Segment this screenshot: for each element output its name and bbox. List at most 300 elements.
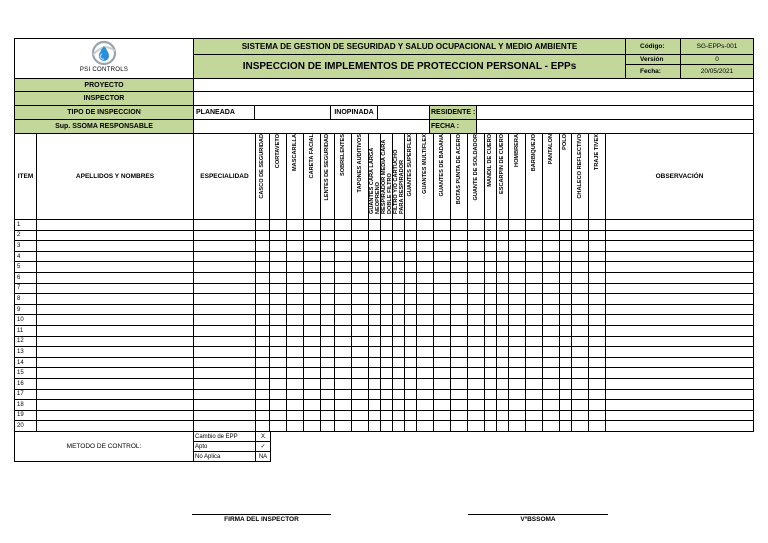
epp-check-cell[interactable] (451, 315, 468, 326)
epp-check-cell[interactable] (497, 378, 509, 389)
epp-check-cell[interactable] (256, 315, 270, 326)
epp-check-cell[interactable] (321, 304, 335, 315)
epp-check-cell[interactable] (335, 421, 352, 432)
epp-check-cell[interactable] (417, 262, 434, 273)
observacion-cell[interactable] (606, 368, 754, 379)
nombre-cell[interactable] (37, 378, 194, 389)
epp-check-cell[interactable] (287, 262, 304, 273)
epp-check-cell[interactable] (335, 357, 352, 368)
epp-check-cell[interactable] (572, 410, 589, 421)
epp-check-cell[interactable] (352, 389, 369, 400)
epp-check-cell[interactable] (589, 336, 606, 347)
epp-check-cell[interactable] (417, 230, 434, 241)
epp-check-cell[interactable] (256, 325, 270, 336)
residente-field[interactable] (477, 106, 754, 120)
epp-check-cell[interactable] (526, 251, 543, 262)
nombre-cell[interactable] (37, 410, 194, 421)
epp-check-cell[interactable] (369, 230, 381, 241)
epp-check-cell[interactable] (434, 410, 451, 421)
especialidad-cell[interactable] (194, 389, 256, 400)
epp-check-cell[interactable] (321, 315, 335, 326)
epp-check-cell[interactable] (335, 378, 352, 389)
epp-check-cell[interactable] (468, 378, 485, 389)
observacion-cell[interactable] (606, 400, 754, 411)
epp-check-cell[interactable] (321, 378, 335, 389)
epp-check-cell[interactable] (369, 325, 381, 336)
epp-check-cell[interactable] (369, 220, 381, 231)
epp-check-cell[interactable] (304, 357, 321, 368)
epp-check-cell[interactable] (497, 315, 509, 326)
epp-check-cell[interactable] (497, 283, 509, 294)
epp-check-cell[interactable] (381, 262, 393, 273)
nombre-cell[interactable] (37, 220, 194, 231)
epp-check-cell[interactable] (321, 389, 335, 400)
epp-check-cell[interactable] (526, 283, 543, 294)
epp-check-cell[interactable] (543, 315, 560, 326)
epp-check-cell[interactable] (256, 400, 270, 411)
epp-check-cell[interactable] (543, 325, 560, 336)
epp-check-cell[interactable] (451, 378, 468, 389)
epp-check-cell[interactable] (335, 347, 352, 358)
epp-check-cell[interactable] (509, 410, 526, 421)
epp-check-cell[interactable] (434, 315, 451, 326)
epp-check-cell[interactable] (497, 410, 509, 421)
epp-check-cell[interactable] (526, 230, 543, 241)
epp-check-cell[interactable] (321, 325, 335, 336)
epp-check-cell[interactable] (405, 294, 417, 305)
epp-check-cell[interactable] (287, 272, 304, 283)
epp-check-cell[interactable] (335, 315, 352, 326)
epp-check-cell[interactable] (405, 378, 417, 389)
epp-check-cell[interactable] (369, 283, 381, 294)
epp-check-cell[interactable] (405, 368, 417, 379)
epp-check-cell[interactable] (256, 378, 270, 389)
epp-check-cell[interactable] (560, 262, 572, 273)
epp-check-cell[interactable] (543, 368, 560, 379)
epp-check-cell[interactable] (393, 283, 405, 294)
epp-check-cell[interactable] (417, 410, 434, 421)
epp-check-cell[interactable] (526, 220, 543, 231)
nombre-cell[interactable] (37, 336, 194, 347)
epp-check-cell[interactable] (497, 389, 509, 400)
epp-check-cell[interactable] (468, 368, 485, 379)
epp-check-cell[interactable] (381, 304, 393, 315)
epp-check-cell[interactable] (270, 294, 287, 305)
especialidad-cell[interactable] (194, 336, 256, 347)
epp-check-cell[interactable] (304, 283, 321, 294)
epp-check-cell[interactable] (451, 283, 468, 294)
epp-check-cell[interactable] (287, 241, 304, 252)
epp-check-cell[interactable] (589, 357, 606, 368)
epp-check-cell[interactable] (434, 283, 451, 294)
epp-check-cell[interactable] (572, 283, 589, 294)
epp-check-cell[interactable] (393, 294, 405, 305)
epp-check-cell[interactable] (321, 241, 335, 252)
epp-check-cell[interactable] (335, 220, 352, 231)
epp-check-cell[interactable] (335, 325, 352, 336)
epp-check-cell[interactable] (393, 389, 405, 400)
epp-check-cell[interactable] (405, 410, 417, 421)
epp-check-cell[interactable] (497, 220, 509, 231)
epp-check-cell[interactable] (468, 262, 485, 273)
epp-check-cell[interactable] (393, 272, 405, 283)
epp-check-cell[interactable] (543, 251, 560, 262)
epp-check-cell[interactable] (321, 230, 335, 241)
nombre-cell[interactable] (37, 294, 194, 305)
observacion-cell[interactable] (606, 336, 754, 347)
epp-check-cell[interactable] (485, 272, 497, 283)
epp-check-cell[interactable] (509, 220, 526, 231)
epp-check-cell[interactable] (369, 410, 381, 421)
epp-check-cell[interactable] (352, 421, 369, 432)
epp-check-cell[interactable] (451, 347, 468, 358)
observacion-cell[interactable] (606, 325, 754, 336)
epp-check-cell[interactable] (417, 347, 434, 358)
epp-check-cell[interactable] (497, 400, 509, 411)
epp-check-cell[interactable] (417, 294, 434, 305)
epp-check-cell[interactable] (417, 315, 434, 326)
epp-check-cell[interactable] (381, 283, 393, 294)
epp-check-cell[interactable] (497, 294, 509, 305)
epp-check-cell[interactable] (451, 368, 468, 379)
ssoma-signature-line[interactable] (468, 514, 608, 515)
epp-check-cell[interactable] (572, 368, 589, 379)
epp-check-cell[interactable] (560, 230, 572, 241)
epp-check-cell[interactable] (589, 378, 606, 389)
epp-check-cell[interactable] (304, 241, 321, 252)
epp-check-cell[interactable] (393, 220, 405, 231)
epp-check-cell[interactable] (369, 272, 381, 283)
epp-check-cell[interactable] (270, 325, 287, 336)
epp-check-cell[interactable] (352, 294, 369, 305)
epp-check-cell[interactable] (270, 378, 287, 389)
epp-check-cell[interactable] (381, 272, 393, 283)
epp-check-cell[interactable] (589, 272, 606, 283)
epp-check-cell[interactable] (485, 304, 497, 315)
epp-check-cell[interactable] (434, 230, 451, 241)
epp-check-cell[interactable] (526, 368, 543, 379)
epp-check-cell[interactable] (526, 347, 543, 358)
epp-check-cell[interactable] (381, 251, 393, 262)
epp-check-cell[interactable] (321, 357, 335, 368)
epp-check-cell[interactable] (451, 357, 468, 368)
epp-check-cell[interactable] (417, 336, 434, 347)
epp-check-cell[interactable] (589, 241, 606, 252)
nombre-cell[interactable] (37, 304, 194, 315)
epp-check-cell[interactable] (381, 368, 393, 379)
epp-check-cell[interactable] (485, 325, 497, 336)
epp-check-cell[interactable] (526, 336, 543, 347)
epp-check-cell[interactable] (485, 241, 497, 252)
epp-check-cell[interactable] (589, 283, 606, 294)
epp-check-cell[interactable] (468, 241, 485, 252)
epp-check-cell[interactable] (287, 347, 304, 358)
epp-check-cell[interactable] (485, 336, 497, 347)
epp-check-cell[interactable] (497, 325, 509, 336)
epp-check-cell[interactable] (451, 421, 468, 432)
epp-check-cell[interactable] (335, 400, 352, 411)
epp-check-cell[interactable] (369, 347, 381, 358)
epp-check-cell[interactable] (304, 262, 321, 273)
epp-check-cell[interactable] (451, 294, 468, 305)
epp-check-cell[interactable] (509, 230, 526, 241)
epp-check-cell[interactable] (393, 378, 405, 389)
epp-check-cell[interactable] (270, 220, 287, 231)
epp-check-cell[interactable] (497, 304, 509, 315)
epp-check-cell[interactable] (509, 294, 526, 305)
epp-check-cell[interactable] (572, 272, 589, 283)
epp-check-cell[interactable] (393, 336, 405, 347)
epp-check-cell[interactable] (287, 283, 304, 294)
epp-check-cell[interactable] (405, 400, 417, 411)
epp-check-cell[interactable] (405, 262, 417, 273)
epp-check-cell[interactable] (509, 262, 526, 273)
epp-check-cell[interactable] (572, 241, 589, 252)
epp-check-cell[interactable] (381, 220, 393, 231)
epp-check-cell[interactable] (589, 368, 606, 379)
epp-check-cell[interactable] (509, 272, 526, 283)
epp-check-cell[interactable] (572, 325, 589, 336)
epp-check-cell[interactable] (468, 283, 485, 294)
nombre-cell[interactable] (37, 325, 194, 336)
epp-check-cell[interactable] (381, 336, 393, 347)
epp-check-cell[interactable] (543, 336, 560, 347)
epp-check-cell[interactable] (543, 294, 560, 305)
epp-check-cell[interactable] (589, 220, 606, 231)
epp-check-cell[interactable] (352, 230, 369, 241)
epp-check-cell[interactable] (572, 347, 589, 358)
epp-check-cell[interactable] (509, 389, 526, 400)
observacion-cell[interactable] (606, 251, 754, 262)
epp-check-cell[interactable] (509, 378, 526, 389)
epp-check-cell[interactable] (405, 325, 417, 336)
epp-check-cell[interactable] (485, 315, 497, 326)
epp-check-cell[interactable] (526, 272, 543, 283)
epp-check-cell[interactable] (509, 325, 526, 336)
epp-check-cell[interactable] (256, 421, 270, 432)
epp-check-cell[interactable] (256, 347, 270, 358)
epp-check-cell[interactable] (287, 357, 304, 368)
epp-check-cell[interactable] (256, 389, 270, 400)
epp-check-cell[interactable] (526, 400, 543, 411)
nombre-cell[interactable] (37, 421, 194, 432)
epp-check-cell[interactable] (335, 272, 352, 283)
epp-check-cell[interactable] (369, 400, 381, 411)
epp-check-cell[interactable] (352, 241, 369, 252)
observacion-cell[interactable] (606, 389, 754, 400)
epp-check-cell[interactable] (352, 410, 369, 421)
epp-check-cell[interactable] (434, 368, 451, 379)
epp-check-cell[interactable] (560, 294, 572, 305)
epp-check-cell[interactable] (589, 304, 606, 315)
epp-check-cell[interactable] (393, 368, 405, 379)
epp-check-cell[interactable] (304, 294, 321, 305)
observacion-cell[interactable] (606, 220, 754, 231)
epp-check-cell[interactable] (543, 378, 560, 389)
epp-check-cell[interactable] (526, 389, 543, 400)
epp-check-cell[interactable] (468, 315, 485, 326)
epp-check-cell[interactable] (509, 336, 526, 347)
epp-check-cell[interactable] (304, 272, 321, 283)
epp-check-cell[interactable] (417, 283, 434, 294)
epp-check-cell[interactable] (451, 262, 468, 273)
nombre-cell[interactable] (37, 315, 194, 326)
epp-check-cell[interactable] (434, 400, 451, 411)
epp-check-cell[interactable] (256, 272, 270, 283)
especialidad-cell[interactable] (194, 325, 256, 336)
epp-check-cell[interactable] (497, 368, 509, 379)
epp-check-cell[interactable] (497, 272, 509, 283)
especialidad-cell[interactable] (194, 368, 256, 379)
epp-check-cell[interactable] (543, 347, 560, 358)
epp-check-cell[interactable] (381, 230, 393, 241)
epp-check-cell[interactable] (417, 421, 434, 432)
epp-check-cell[interactable] (509, 400, 526, 411)
epp-check-cell[interactable] (509, 368, 526, 379)
inspector-field[interactable] (194, 92, 754, 106)
epp-check-cell[interactable] (287, 220, 304, 231)
epp-check-cell[interactable] (256, 357, 270, 368)
epp-check-cell[interactable] (526, 378, 543, 389)
epp-check-cell[interactable] (589, 389, 606, 400)
sup-ssoma-field[interactable] (194, 120, 430, 134)
epp-check-cell[interactable] (369, 357, 381, 368)
epp-check-cell[interactable] (393, 347, 405, 358)
epp-check-cell[interactable] (270, 347, 287, 358)
epp-check-cell[interactable] (335, 283, 352, 294)
epp-check-cell[interactable] (572, 262, 589, 273)
epp-check-cell[interactable] (369, 262, 381, 273)
epp-check-cell[interactable] (256, 336, 270, 347)
epp-check-cell[interactable] (335, 389, 352, 400)
especialidad-cell[interactable] (194, 230, 256, 241)
epp-check-cell[interactable] (270, 336, 287, 347)
especialidad-cell[interactable] (194, 220, 256, 231)
epp-check-cell[interactable] (417, 378, 434, 389)
epp-check-cell[interactable] (321, 347, 335, 358)
epp-check-cell[interactable] (321, 272, 335, 283)
especialidad-cell[interactable] (194, 294, 256, 305)
epp-check-cell[interactable] (369, 389, 381, 400)
epp-check-cell[interactable] (256, 283, 270, 294)
nombre-cell[interactable] (37, 262, 194, 273)
epp-check-cell[interactable] (434, 347, 451, 358)
epp-check-cell[interactable] (405, 336, 417, 347)
epp-check-cell[interactable] (468, 325, 485, 336)
epp-check-cell[interactable] (560, 251, 572, 262)
epp-check-cell[interactable] (270, 368, 287, 379)
epp-check-cell[interactable] (270, 315, 287, 326)
epp-check-cell[interactable] (417, 304, 434, 315)
epp-check-cell[interactable] (543, 262, 560, 273)
epp-check-cell[interactable] (321, 368, 335, 379)
epp-check-cell[interactable] (369, 336, 381, 347)
epp-check-cell[interactable] (335, 410, 352, 421)
epp-check-cell[interactable] (287, 368, 304, 379)
epp-check-cell[interactable] (526, 294, 543, 305)
epp-check-cell[interactable] (485, 283, 497, 294)
epp-check-cell[interactable] (526, 241, 543, 252)
observacion-cell[interactable] (606, 283, 754, 294)
epp-check-cell[interactable] (405, 389, 417, 400)
epp-check-cell[interactable] (417, 272, 434, 283)
observacion-cell[interactable] (606, 315, 754, 326)
epp-check-cell[interactable] (393, 357, 405, 368)
epp-check-cell[interactable] (589, 315, 606, 326)
epp-check-cell[interactable] (417, 325, 434, 336)
epp-check-cell[interactable] (560, 410, 572, 421)
epp-check-cell[interactable] (270, 410, 287, 421)
epp-check-cell[interactable] (270, 389, 287, 400)
epp-check-cell[interactable] (270, 272, 287, 283)
nombre-cell[interactable] (37, 400, 194, 411)
epp-check-cell[interactable] (393, 325, 405, 336)
epp-check-cell[interactable] (485, 378, 497, 389)
epp-check-cell[interactable] (451, 230, 468, 241)
epp-check-cell[interactable] (304, 421, 321, 432)
epp-check-cell[interactable] (497, 241, 509, 252)
epp-check-cell[interactable] (543, 410, 560, 421)
epp-check-cell[interactable] (321, 283, 335, 294)
epp-check-cell[interactable] (589, 325, 606, 336)
epp-check-cell[interactable] (468, 410, 485, 421)
epp-check-cell[interactable] (304, 230, 321, 241)
epp-check-cell[interactable] (434, 272, 451, 283)
epp-check-cell[interactable] (468, 272, 485, 283)
epp-check-cell[interactable] (270, 304, 287, 315)
epp-check-cell[interactable] (256, 368, 270, 379)
epp-check-cell[interactable] (405, 347, 417, 358)
epp-check-cell[interactable] (256, 220, 270, 231)
epp-check-cell[interactable] (287, 304, 304, 315)
epp-check-cell[interactable] (287, 378, 304, 389)
observacion-cell[interactable] (606, 294, 754, 305)
nombre-cell[interactable] (37, 347, 194, 358)
epp-check-cell[interactable] (417, 357, 434, 368)
epp-check-cell[interactable] (287, 251, 304, 262)
epp-check-cell[interactable] (560, 378, 572, 389)
epp-check-cell[interactable] (572, 400, 589, 411)
epp-check-cell[interactable] (304, 336, 321, 347)
epp-check-cell[interactable] (417, 400, 434, 411)
epp-check-cell[interactable] (572, 230, 589, 241)
epp-check-cell[interactable] (589, 262, 606, 273)
epp-check-cell[interactable] (381, 347, 393, 358)
epp-check-cell[interactable] (468, 347, 485, 358)
epp-check-cell[interactable] (335, 262, 352, 273)
epp-check-cell[interactable] (270, 251, 287, 262)
epp-check-cell[interactable] (485, 400, 497, 411)
epp-check-cell[interactable] (526, 315, 543, 326)
epp-check-cell[interactable] (321, 262, 335, 273)
epp-check-cell[interactable] (560, 325, 572, 336)
epp-check-cell[interactable] (393, 421, 405, 432)
epp-check-cell[interactable] (497, 336, 509, 347)
epp-check-cell[interactable] (497, 357, 509, 368)
epp-check-cell[interactable] (321, 400, 335, 411)
epp-check-cell[interactable] (497, 230, 509, 241)
epp-check-cell[interactable] (451, 336, 468, 347)
epp-check-cell[interactable] (352, 220, 369, 231)
epp-check-cell[interactable] (468, 400, 485, 411)
epp-check-cell[interactable] (560, 336, 572, 347)
epp-check-cell[interactable] (381, 294, 393, 305)
epp-check-cell[interactable] (543, 220, 560, 231)
epp-check-cell[interactable] (335, 251, 352, 262)
epp-check-cell[interactable] (417, 251, 434, 262)
epp-check-cell[interactable] (572, 336, 589, 347)
epp-check-cell[interactable] (405, 357, 417, 368)
